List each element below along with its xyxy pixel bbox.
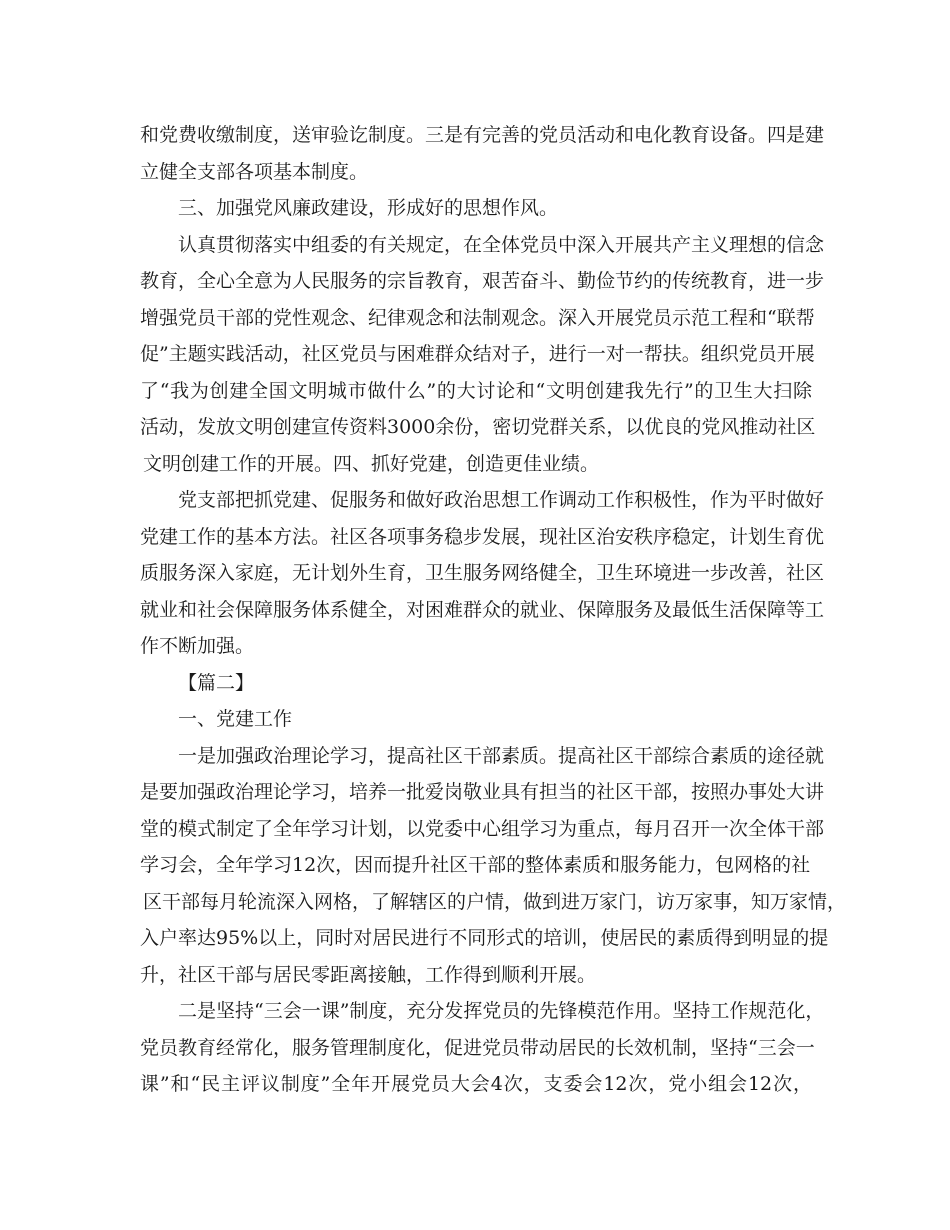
text-line: 堂的模式制定了全年学习计划，以党委中心组学习为重点，每月召开一次全体干部 [140,817,825,840]
text-line: 二是坚持“三会一课”制度，充分发挥党员的先锋模范作用。坚持工作规范化， [178,1000,825,1022]
text-line: 升，社区干部与居民零距离接触，工作得到顺利开展。 [140,963,597,986]
text-line: 课”和“民主评议制度”全年开展党员大会4次，支委会12次，党小组会12次， [140,1073,812,1095]
text-line: 一是加强政治理论学习，提高社区干部素质。提高社区干部综合素质的途径就 [178,744,825,767]
document-body [140,117,847,1103]
text-line: 三、加强党风廉政建设，形成好的思想作风。 [178,197,559,219]
text-line: 认真贯彻落实中组委的有关规定，在全体党员中深入开展共产主义理想的信念 [178,233,825,256]
text-line: 和党费收缴制度，送审验讫制度。三是有完善的党员活动和电化教育设备。四是建 [140,124,825,146]
text-line: 立健全支部各项基本制度。 [140,160,369,183]
text-line: 入户率达95%以上，同时对居民进行不同形式的培训，使居民的素质得到明显的提 [140,927,829,949]
text-line: 党支部把抓党建、促服务和做好政治思想工作调动工作积极性，作为平时做好 [178,489,825,511]
text-line: 了“我为创建全国文明城市做什么”的大讨论和“文明创建我先行”的卫生大扫除 [140,379,812,402]
text-line: 学习会，全年学习12次，因而提升社区干部的整体素质和服务能力，包网格的社 [140,854,811,876]
text-line: 党员教育经常化，服务管理制度化，促进党员带动居民的长效机制，坚持“三会一 [140,1036,815,1059]
text-line: 作不断加强。 [140,635,255,657]
text-line: 增强党员干部的党性观念、纪律观念和法制观念。深入开展党员示范工程和“联帮 [140,306,815,329]
text-line: 教育，全心全意为人民服务的宗旨教育，艰苦奋斗、勤俭节约的传统教育，进一步 [140,270,825,292]
text-line: 【篇二】 [178,671,255,694]
text-line: 一、党建工作 [178,708,293,730]
text-line: 活动，发放文明创建宣传资料3000余份，密切党群关系，以优良的党风推动社区 [140,416,816,438]
text-line: 文明创建工作的开展。四、抓好党建，创造更佳业绩。 [143,452,600,475]
text-line: 就业和社会保障服务体系健全，对困难群众的就业、保障服务及最低生活保障等工 [140,598,825,621]
text-line: 质服务深入家庭，无计划外生育，卫生服务网络健全，卫生环境进一步改善，社区 [140,562,825,584]
text-line: 促”主题实践活动，社区党员与困难群众结对子，进行一对一帮扶。组织党员开展 [140,343,815,365]
text-line: 党建工作的基本方法。社区各项事务稳步发展，现社区治安秩序稳定，计划生育优 [140,525,825,548]
text-line: 是要加强政治理论学习，培养一批爱岗敬业具有担当的社区干部，按照办事处大讲 [140,781,825,803]
text-line: 区干部每月轮流深入网格，了解辖区的户情，做到进万家门，访万家事，知万家情， [143,890,847,913]
